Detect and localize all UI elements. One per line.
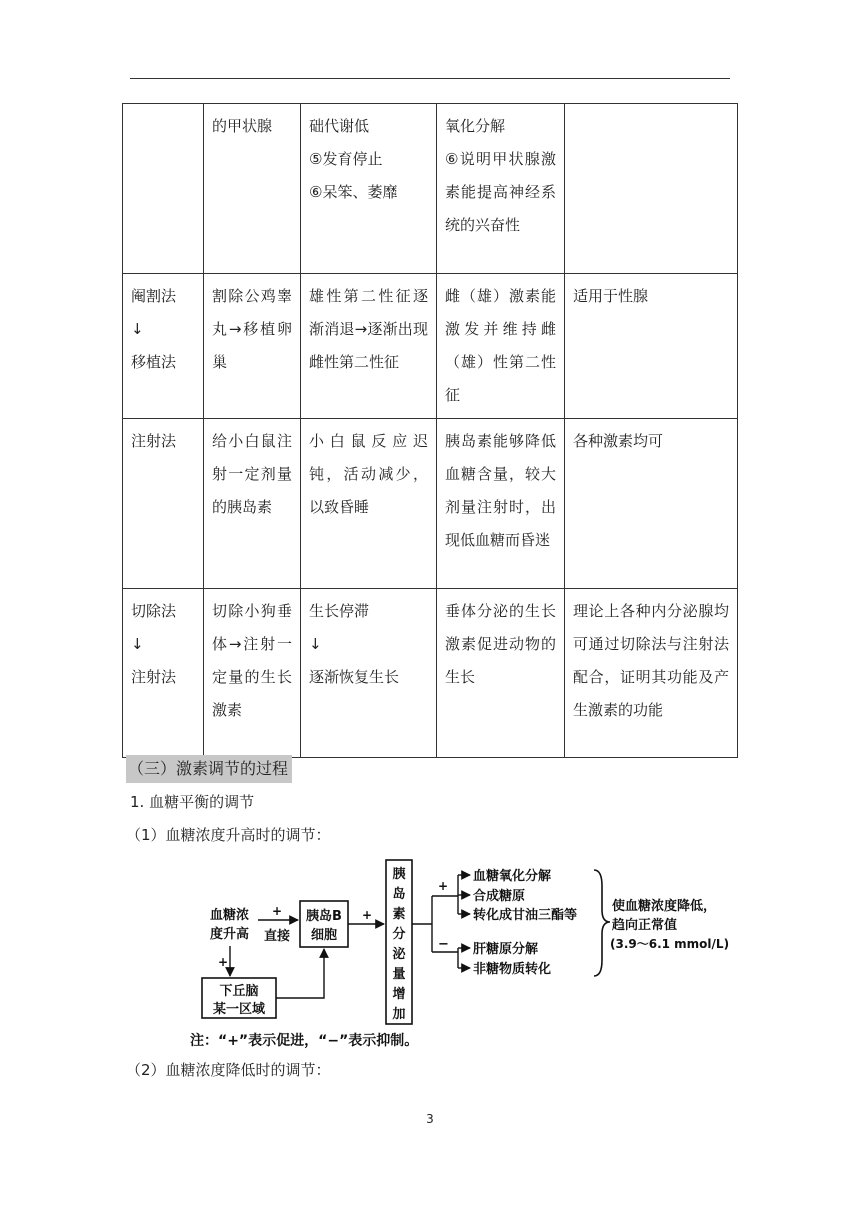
table-row [123, 104, 738, 274]
table-cell: 割除公鸡睾丸→移植卵巢 [212, 287, 292, 371]
table-row [123, 419, 738, 589]
arrow-hypothalamus-islet [276, 949, 324, 998]
section-heading: （三）激素调节的过程 [126, 755, 292, 783]
table-cell: 础代谢低 ⑤发育停止 ⑥呆笨、萎靡 [309, 117, 398, 201]
subheading-blood-sugar: 1. 血糖平衡的调节 [130, 793, 255, 811]
table-cell: 的甲状腺 [212, 117, 273, 135]
table-cell: 切除法 ↓ 注射法 [131, 602, 177, 686]
inhibit-item: 非糖物质转化 [473, 962, 552, 977]
promote-item: 转化成甘油三酯等 [473, 908, 578, 923]
hypothalamus-label-2: 某一区域 [212, 1002, 266, 1017]
table-cell: 理论上各种内分泌腺均可通过切除法与注射法配合，证明其功能及产生激素的功能 [573, 602, 729, 719]
plus-direct: + [272, 904, 283, 918]
table-cell: 适用于性腺 [573, 287, 649, 305]
table-cell: 垂体分泌的生长激素促进动物的生长 [445, 602, 556, 686]
experiment-table [122, 103, 738, 758]
hypothalamus-label-1: 下丘脑 [219, 984, 259, 999]
plus-promote: + [438, 879, 449, 893]
result-label-3: (3.9～6.1 mmol/L) [610, 937, 730, 951]
start-label-1: 血糖浓 [210, 908, 250, 923]
plus-insulin: + [362, 908, 373, 922]
table-cell: 阉割法 ↓ 移植法 [131, 287, 177, 371]
direct-label: 直接 [264, 929, 291, 944]
table-cell: 切除小狗垂体→注射一定量的生长激素 [212, 602, 292, 719]
insulin-char: 胰 [392, 867, 406, 882]
table-row [123, 589, 738, 758]
table-cell: 雌（雄）激素能激发并维持雌（雄）性第二性征 [445, 287, 556, 404]
plus-hypothalamus: + [218, 955, 229, 969]
subheading-high-glucose: （1）血糖浓度升高时的调节： [126, 826, 331, 844]
insulin-char: 素 [392, 907, 406, 922]
glucose-regulation-diagram [190, 856, 750, 1056]
header-rule [130, 78, 730, 79]
curly-brace [594, 870, 610, 976]
minus-inhibit: − [438, 937, 449, 952]
table-cell: 胰岛素能够降低血糖含量，较大剂量注射时，出现低血糖而昏迷 [445, 432, 556, 549]
page-number: 3 [426, 1112, 434, 1126]
islet-label-1: 胰岛B [306, 909, 342, 924]
result-label-2: 趋向正常值 [612, 918, 678, 933]
insulin-char: 泌 [392, 947, 406, 962]
insulin-char: 分 [392, 927, 406, 942]
start-label-2: 度升高 [210, 927, 250, 942]
table-cell: 雄性第二性征逐渐消退→逐渐出现雌性第二性征 [309, 287, 428, 371]
insulin-char: 量 [392, 967, 406, 982]
result-label-1: 使血糖浓度降低， [612, 899, 717, 914]
inhibit-item: 肝糖原分解 [473, 942, 539, 957]
table-cell: 小白鼠反应迟钝，活动减少，以致昏睡 [309, 432, 428, 516]
insulin-char: 岛 [392, 887, 406, 902]
table-cell: 生长停滞 ↓ 逐渐恢复生长 [309, 602, 400, 686]
insulin-char: 加 [392, 1007, 406, 1022]
diagram-note: 注：“+”表示促进，“−”表示抑制。 [190, 1033, 419, 1049]
table-cell: 氧化分解 ⑥说明甲状腺激素能提高神经系统的兴奋性 [445, 117, 556, 234]
insulin-char: 增 [392, 987, 406, 1002]
islet-label-2: 细胞 [310, 928, 338, 943]
promote-item: 血糖氧化分解 [473, 869, 552, 884]
table-cell: 注射法 [131, 432, 177, 450]
table-cell: 给小白鼠注射一定剂量的胰岛素 [212, 432, 292, 516]
table-row [123, 274, 738, 419]
promote-item: 合成糖原 [473, 889, 526, 904]
table-cell: 各种激素均可 [573, 432, 664, 450]
subheading-low-glucose: （2）血糖浓度降低时的调节： [126, 1061, 331, 1079]
